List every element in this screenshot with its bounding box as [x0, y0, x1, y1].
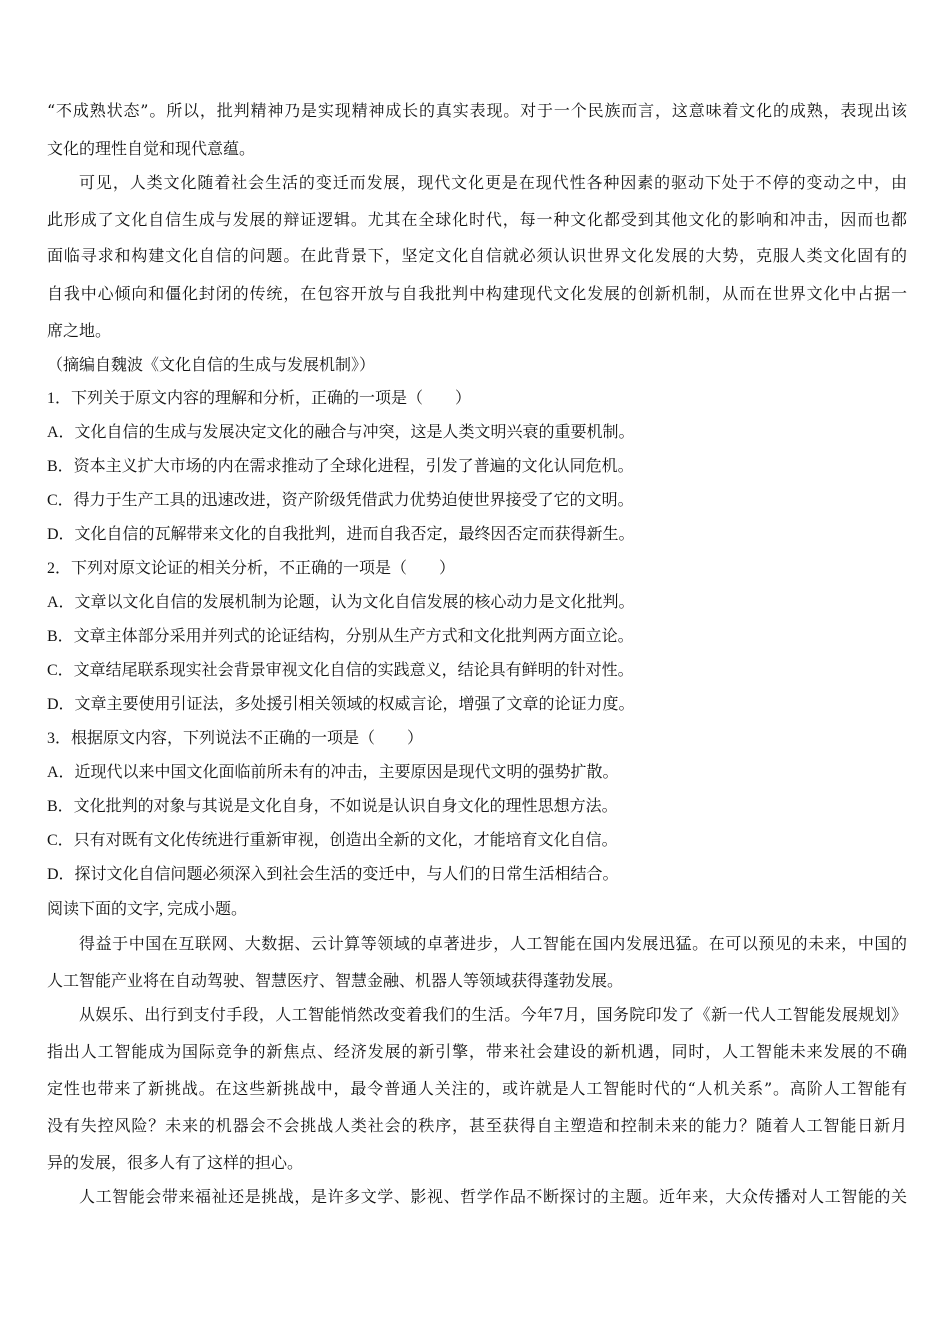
passage1-source: （摘编自魏波《文化自信的生成与发展机制》） [47, 355, 376, 374]
question-1-option-b: B．资本主义扩大市场的内在需求推动了全球化进程，引发了普遍的文化认同危机。 [47, 458, 634, 475]
question-3-option-a: A．近现代以来中国文化面临前所未有的冲击，主要原因是现代文明的强势扩散。 [47, 764, 619, 781]
passage1-line-1: “不成熟状态”。所以，批判精神乃是实现精神成长的真实表现。对于一个民族而言，这意味着文化的成熟，表现出该 [47, 101, 907, 120]
question-2-option-d: D．文章主要使用引证法，多处援引相关领域的权威言论，增强了文章的论证力度。 [47, 696, 635, 713]
question-2-option-a: A．文章以文化自信的发展机制为论题，认为文化自信发展的核心动力是文化批判。 [47, 594, 635, 611]
passage1-line-3: 可见，人类文化随着社会生活的变迁而发展，现代文化更是在现代性各种因素的驱动下处于不停的变动之中，由 [79, 173, 907, 192]
passage2-line-1: 得益于中国在互联网、大数据、云计算等领域的卓著进步，人工智能在国内发展迅猛。在可以预见的未来，中国的 [79, 934, 907, 953]
question-3-option-d: D．探讨文化自信问题必须深入到社会生活的变迁中，与人们的日常生活相结合。 [47, 866, 619, 883]
passage1-line-7: 席之地。 [47, 321, 112, 340]
passage1-line-6: 自我中心倾向和僵化封闭的传统，在包容开放与自我批判中构建现代文化发展的创新机制，从而在世界文化中占据一 [47, 284, 907, 303]
passage2-line-8: 人工智能会带来福祉还是挑战，是许多文学、影视、哲学作品不断探讨的主题。近年来，大众传播对人工智能的关 [79, 1187, 907, 1206]
question-1-option-d: D．文化自信的瓦解带来文化的自我批判，进而自我否定，最终因否定而获得新生。 [47, 526, 635, 543]
passage2-line-3: 从娱乐、出行到支付手段，人工智能悄然改变着我们的生活。今年7月，国务院印发了《新一代人工智能发展规划》 [79, 1005, 907, 1024]
question-3-option-b: B．文化批判的对象与其说是文化自身，不如说是认识自身文化的理性思想方法。 [47, 798, 618, 815]
passage1-line-5: 面临寻求和构建文化自信的问题。在此背景下，坚定文化自信就必须认识世界文化发展的大势，克服人类文化固有的 [47, 246, 907, 265]
passage2-line-7: 异的发展，很多人有了这样的担心。 [47, 1153, 304, 1172]
passage2-instruction: 阅读下面的文字, 完成小题。 [47, 901, 248, 918]
question-3-stem: 3．根据原文内容，下列说法不正确的一项是（ ） [47, 730, 424, 747]
question-1-option-a: A．文化自信的生成与发展决定文化的融合与冲突，这是人类文明兴衰的重要机制。 [47, 424, 635, 441]
passage2-line-2: 人工智能产业将在自动驾驶、智慧医疗、智慧金融、机器人等领域获得蓬勃发展。 [47, 971, 624, 990]
question-2-stem: 2．下列对原文论证的相关分析，不正确的一项是（ ） [47, 560, 456, 577]
question-2-option-b: B．文章主体部分采用并列式的论证结构，分别从生产方式和文化批判两方面立论。 [47, 628, 634, 645]
question-2-option-c: C．文章结尾联系现实社会背景审视文化自信的实践意义，结论具有鲜明的针对性。 [47, 662, 634, 679]
question-1-option-c: C．得力于生产工具的迅速改进，资产阶级凭借武力优势迫使世界接受了它的文明。 [47, 492, 634, 509]
passage2-line-6: 没有失控风险？未来的机器会不会挑战人类社会的秩序，甚至获得自主塑造和控制未来的能力？随着人工智能日新月 [47, 1116, 907, 1135]
question-3-option-c: C．只有对既有文化传统进行重新审视，创造出全新的文化，才能培育文化自信。 [47, 832, 618, 849]
passage1-line-4: 此形成了文化自信生成与发展的辩证逻辑。尤其在全球化时代，每一种文化都受到其他文化的影响和冲击，因而也都 [47, 210, 907, 229]
passage2-line-4: 指出人工智能成为国际竞争的新焦点、经济发展的新引擎，带来社会建设的新机遇，同时，人工智能未来发展的不确 [47, 1042, 907, 1061]
question-1-stem: 1．下列关于原文内容的理解和分析，正确的一项是（ ） [47, 390, 472, 407]
passage2-line-5: 定性也带来了新挑战。在这些新挑战中，最令普通人关注的，或许就是人工智能时代的“人机关系”。高阶人工智能有 [47, 1079, 907, 1098]
passage1-line-2: 文化的理性自觉和现代意蕴。 [47, 139, 256, 158]
